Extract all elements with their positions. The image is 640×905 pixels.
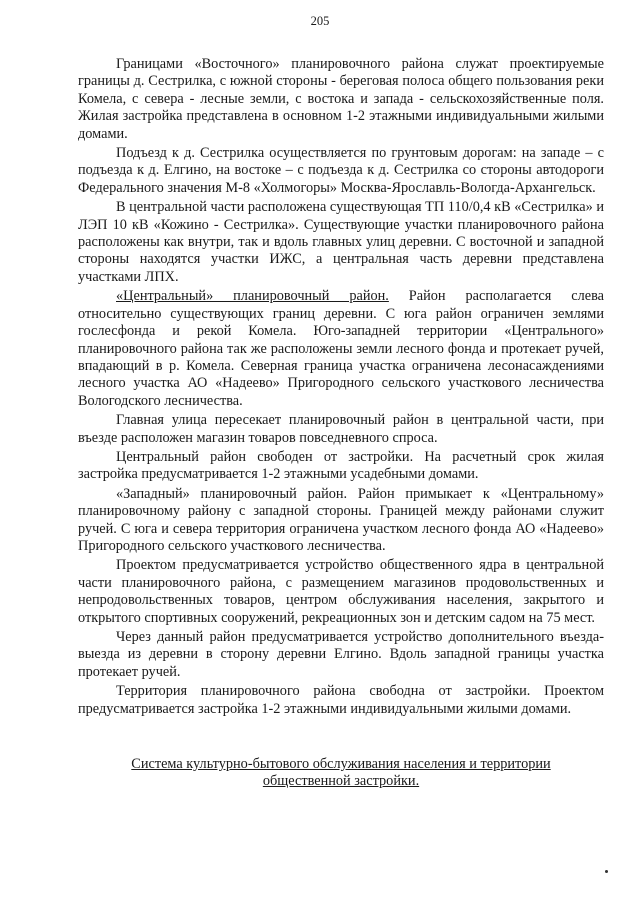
- paragraph-main-street: Главная улица пересекает планировочный район в центральной части, при въезде расположен магазин товаров повседневного спроса.: [78, 412, 604, 446]
- scan-dot: [605, 870, 608, 873]
- paragraph-central-district: «Центральный» планировочный район. Район располагается слева относительно существующих границ деревни. С юга район ограничен землями гослесфонда и рекой Комела. Юго-западней территории «Центрального» планировочного района так же расположены земли лесного фонда и протекает ручей, впадающий в р. Комела. Северная граница участка ограничена лесонасаждениями лесного участка АО «Надеево» Пригородного сельского участкового лесничества Вологодского лесничества.: [78, 288, 604, 409]
- paragraph-power-infrastructure: В центральной части расположена существующая ТП 110/0,4 кВ «Сестрилка» и ЛЭП 10 кВ «Кожино - Сестрилка». Существующие участки планировочного района расположены как внутри, так и вдоль главных улиц деревни. С восточной и западной стороны находятся участки ИЖС, а центральная часть деревни представлена участками ЛПХ.: [78, 199, 604, 285]
- document-body: [78, 56, 604, 791]
- central-district-underlined-title: «Центральный» планировочный район.: [116, 288, 389, 305]
- paragraph-extra-exit: Через данный район предусматривается устройство дополнительного въезда-выезда из деревни в сторону деревни Елгино. Вдоль западной границы участка протекает ручей.: [78, 629, 604, 680]
- paragraph-east-district-borders: Границами «Восточного» планировочного района служат проектируемые границы д. Сестрилка, с южной стороны - береговая полоса общего пользования реки Комела, с севера - лесные земли, с востока и запада - сельскохозяйственные поля. Жилая застройка представлена в основном 1-2 этажными индивидуальными жилыми домами.: [78, 56, 604, 142]
- paragraph-territory-free: Территория планировочного района свободна от застройки. Проектом предусматривается застройка 1-2 этажными индивидуальными жилыми домами.: [78, 683, 604, 717]
- paragraph-public-core: Проектом предусматривается устройство общественного ядра в центральной части планировочного района, с размещением магазинов продовольственных и непродовольственных товаров, центром обслуживания населения, закрытого и открытого спортивных сооружений, рекреационных зон и детским садом на 75 мест.: [78, 557, 604, 626]
- section-heading: Система культурно-бытового обслуживания населения и территории общественной застройки.: [131, 756, 551, 790]
- paragraph-access-roads: Подъезд к д. Сестрилка осуществляется по грунтовым дорогам: на западе – с подъезда к д. Елгино, на востоке – с подъезда к д. Сестрилка со стороны автодороги Федерального значения М-8 «Холмогоры» Москва-Ярославль-Вологда-Архангельск.: [78, 145, 604, 196]
- page-number: 205: [310, 14, 330, 28]
- paragraph-central-free: Центральный район свободен от застройки. На расчетный срок жилая застройка предусматривается 1-2 этажными усадебными домами.: [78, 448, 604, 483]
- paragraph-west-district: «Западный» планировочный район. Район примыкает к «Центральному» планировочному району с западной стороны. Границей между районами служит ручей. С юга и севера территория ограничена участком лесного фонда АО «Надеево» Пригородного сельского участкового лесничества.: [78, 485, 604, 554]
